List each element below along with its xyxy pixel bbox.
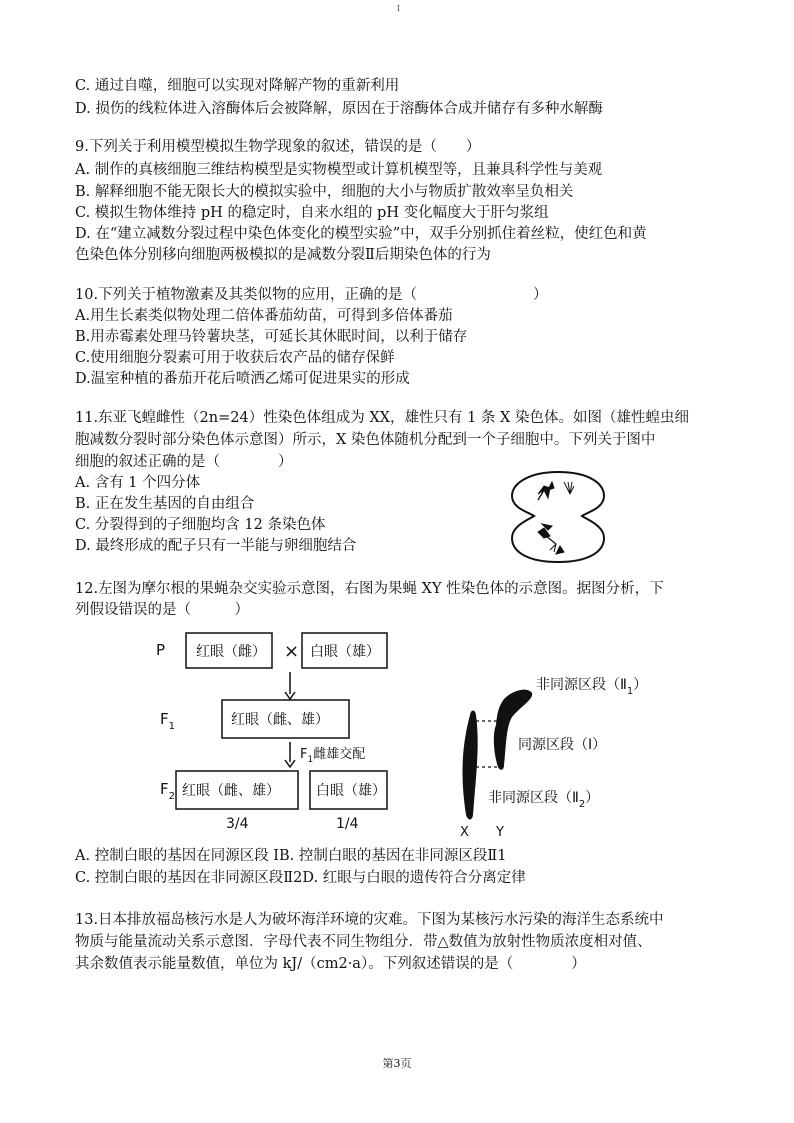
- female-parent-label: 红眼（雌）: [196, 644, 266, 660]
- arrow-p-to-f1: [285, 672, 295, 699]
- f2-ratio-red: 3/4: [226, 816, 249, 832]
- q10-option-d: D.温室种植的番茄开花后喷洒乙烯可促进果实的形成: [75, 371, 410, 387]
- q11-option-c: C. 分裂得到的子细胞均含 12 条染色体: [75, 517, 326, 533]
- y-label: Y: [496, 825, 504, 840]
- q10-option-b: B.用赤霉素处理马铃薯块茎，可延长其休眠时间，以利于储存: [75, 329, 468, 345]
- f2-ratio-white: 1/4: [336, 816, 359, 832]
- f2-red-eye-label: 红眼（雌、雄）: [182, 783, 280, 799]
- nonhomologous-region-2-label: 非同源区段$(Ⅱ_2)$: [488, 790, 600, 810]
- arrow-f1-to-f2: [285, 742, 295, 767]
- q9-option-c: C. 模拟生物体维持 pH 的稳定时，自来水组的 pH 变化幅度大于肝匀浆组: [75, 205, 549, 221]
- f1-mating-label: $F_1$雌雄交配: [300, 747, 366, 765]
- lower-chromosomes: [538, 524, 564, 554]
- q9-option-d-cont: 色染色体分别移向细胞两极模拟的是减数分裂Ⅱ后期染色体的行为: [75, 247, 491, 263]
- q11-option-b: B. 正在发生基因的自由组合: [75, 496, 255, 512]
- xy-chromosome-diagram: [440, 655, 680, 840]
- f2-generation-label: $F_2$: [160, 780, 176, 802]
- q8-option-c: C. 通过自噬，细胞可以实现对降解产物的重新利用: [75, 78, 400, 94]
- f2-white-eye-label: 白眼（雄）: [316, 783, 386, 799]
- q9-option-d: D. 在“建立减数分裂过程中染色体变化的模型实验”中，双手分别抓住着丝粒，使红色和黄: [75, 226, 647, 242]
- x-label: X: [460, 825, 469, 840]
- q12-options-ab: A. 控制白眼的基因在同源区段 IB. 控制白眼的基因在非同源区段Ⅱ1: [75, 848, 507, 864]
- homologous-region-label: 同源区段（Ⅰ）: [518, 737, 607, 753]
- q10-stem: 10.下列关于植物激素及其类似物的应用，正确的是（ ）: [75, 287, 548, 303]
- q8-option-d: D. 损伤的线粒体进入溶酶体后会被降解，原因在于溶酶体合成并储存有多种水解酶: [75, 101, 603, 117]
- q9-stem: 9.下列关于利用模型模拟生物学现象的叙述，错误的是（ ）: [75, 139, 481, 155]
- q10-option-c: C.使用细胞分裂素可用于收获后农产品的储存保鲜: [75, 350, 395, 366]
- y-chromosome: [494, 690, 532, 770]
- p-generation-label: P: [156, 641, 166, 659]
- cross-sign: ×: [284, 641, 300, 662]
- q10-option-a: A.用生长素类似物处理二倍体番茄幼苗，可得到多倍体番茄: [75, 308, 453, 324]
- q9-option-a: A. 制作的真核细胞三维结构模型是实物模型或计算机模型等，且兼具科学性与美观: [75, 162, 603, 178]
- nonhomologous-region-1-label: 非同源区段$(Ⅱ_1)$: [536, 677, 648, 697]
- upper-chromosomes: [538, 482, 574, 500]
- q12-stem-cont: 列假设错误的是（ ）: [75, 602, 249, 618]
- q13-stem-cont1: 物质与能量流动关系示意图．字母代表不同生物组分．带△数值为放射性物质浓度相对值、: [75, 934, 652, 950]
- page-number: 第3页: [382, 1057, 412, 1070]
- q12-stem: 12.左图为摩尔根的果蝇杂交实验示意图，右图为果蝇 XY 性染色体的示意图。据图分析，下: [75, 581, 664, 597]
- f1-generation-label: $F_1$: [160, 710, 176, 732]
- x-chromosome: [463, 711, 478, 820]
- q13-stem: 13.日本排放福岛核污水是人为破坏海洋环境的灾难。下图为某核污水污染的海洋生态系统中: [75, 912, 664, 928]
- f1-label: 红眼（雌、雄）: [231, 712, 329, 728]
- meiosis-cell-figure: [508, 466, 608, 566]
- morgan-cross-diagram: [140, 620, 420, 840]
- q11-stem: 11.东亚飞蝗雌性（2n=24）性染色体组成为 XX，雄性只有 1 条 X 染色体。如图（雄性蝗虫细: [75, 410, 689, 426]
- male-parent-label: 白眼（雄）: [310, 644, 380, 660]
- q11-option-d: D. 最终形成的配子只有一半能与卵细胞结合: [75, 538, 357, 554]
- q9-option-b: B. 解释细胞不能无限长大的模拟实验中，细胞的大小与物质扩散效率呈负相关: [75, 184, 574, 200]
- header-mark: I: [397, 4, 401, 13]
- q11-option-a: A. 含有 1 个四分体: [75, 475, 201, 491]
- q13-stem-cont2: 其余数值表示能量数值，单位为 kJ/（cm2·a）。下列叙述错误的是（ ）: [75, 956, 586, 972]
- q11-stem-cont2: 细胞的叙述正确的是（ ）: [75, 454, 293, 470]
- q12-options-cd: C. 控制白眼的基因在非同源区段Ⅱ2D. 红眼与白眼的遗传符合分离定律: [75, 870, 526, 886]
- q11-stem-cont1: 胞减数分裂时部分染色体示意图）所示，X 染色体随机分配到一个子细胞中。下列关于图中: [75, 432, 656, 448]
